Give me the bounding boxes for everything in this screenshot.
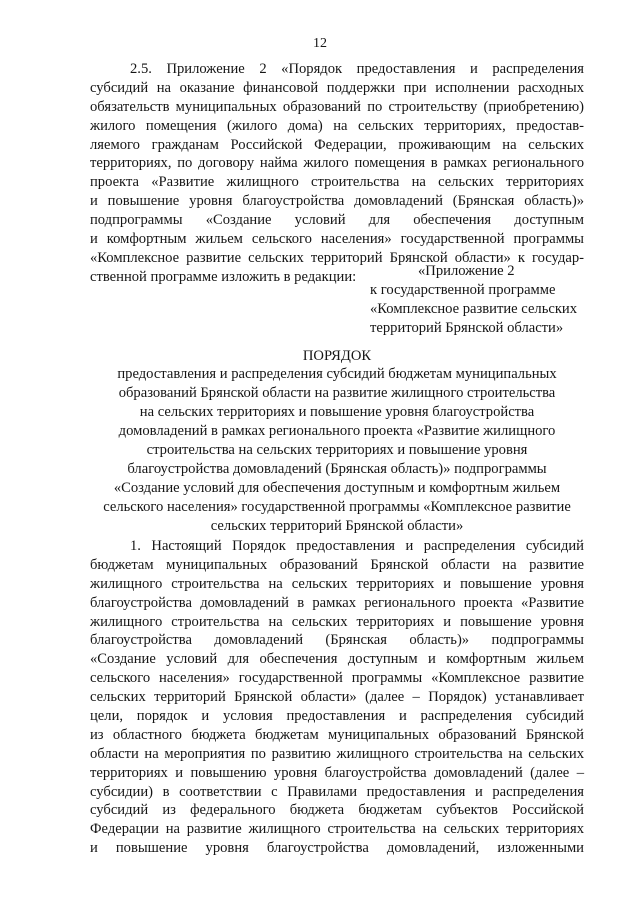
document-subtitle bbox=[90, 365, 584, 536]
text-line: сельского населения» государственной программы «Комплексное развитие bbox=[90, 670, 584, 687]
text-line: субсидий на оказание финансовой поддержки при исполнении расходных bbox=[90, 79, 584, 96]
text-line: ляемого гражданам Российской Федерации, проживающим на сельских bbox=[90, 136, 584, 153]
text-line: обязательств муниципальных образований по строительству (приобретению) bbox=[90, 98, 584, 115]
text-line: территориях и повышению уровня благоустройства домовладений (далее – bbox=[90, 764, 584, 781]
text-line: и повышение уровня благоустройства домовладений, изложенными bbox=[90, 840, 584, 857]
text-line: цели, порядок и условия предоставления и распределения субсидий bbox=[90, 708, 584, 725]
text-line: субсидий из федерального бюджета бюджетам субъектов Российской bbox=[90, 802, 584, 819]
text-line: жилищного строительства на сельских территориях и повышение уровня bbox=[90, 613, 584, 630]
text-line: и комфортным жильем сельского населения» государственной программы bbox=[90, 231, 584, 248]
appendix-header-line: «Комплексное развитие сельских bbox=[370, 301, 578, 317]
subtitle-line: предоставления и распределения субсидий бюджетам муниципальных bbox=[117, 366, 557, 382]
text-line: 2.5. Приложение 2 «Порядок предоставления и распределения bbox=[130, 61, 584, 77]
text-line: Федерации на развитие жилищного строительства на сельских территориях bbox=[90, 821, 584, 838]
text-line: и повышение уровня благоустройства домовладений (Брянская область)» bbox=[90, 193, 584, 210]
appendix-header-line: территорий Брянской области» bbox=[370, 320, 564, 336]
text-line: «Создание условий для обеспечения доступным и комфортным жильем bbox=[90, 651, 584, 668]
subtitle-line: образований Брянской области на развитие жилищного строительства bbox=[118, 385, 556, 401]
text-line: территориях, по договору найма жилого помещения в рамках регионального bbox=[90, 155, 584, 172]
text-line: подпрограммы «Создание условий для обеспечения доступным bbox=[90, 212, 584, 229]
text-line: из областного бюджета бюджетам муниципальных образований Брянской bbox=[90, 726, 584, 743]
subtitle-line: домовладений в рамках регионального проекта «Развитие жилищного bbox=[118, 423, 556, 439]
subtitle-line: сельского населения» государственной программы «Комплексное развитие bbox=[103, 499, 571, 515]
text-line: проекта «Развитие жилищного строительства на сельских территориях bbox=[90, 174, 584, 191]
appendix-header-line: к государственной программе bbox=[370, 282, 556, 298]
text-line: бюджетам муниципальных образований Брянской области на развитие bbox=[90, 556, 584, 573]
appendix-header-line: «Приложение 2 bbox=[418, 263, 515, 279]
subtitle-line: строительства на сельских территориях и повышение уровня bbox=[146, 442, 528, 458]
appendix-header bbox=[370, 262, 610, 338]
subtitle-line: на сельских территориях и повышение уровня благоустройства bbox=[139, 404, 535, 420]
text-line: жилищного строительства на сельских территориях и повышение уровня bbox=[90, 575, 584, 592]
section-2-5-paragraph bbox=[90, 60, 584, 287]
text-line: субсидии) в соответствии с Правилами предоставления и распределения bbox=[90, 783, 584, 800]
clause-1-paragraph bbox=[90, 537, 584, 858]
text-line: ственной программе изложить в редакции: bbox=[90, 268, 357, 285]
document-title: ПОРЯДОК bbox=[302, 348, 372, 364]
subtitle-line: сельских территорий Брянской области» bbox=[210, 518, 464, 534]
subtitle-line: благоустройства домовладений (Брянская область)» подпрограммы bbox=[127, 461, 547, 477]
page-number: 12 bbox=[313, 36, 327, 51]
text-line: жилого помещения (жилого дома) на сельских территориях, предостав- bbox=[90, 117, 584, 134]
text-line: «Комплексное развитие сельских территорий Брянской области» к государ- bbox=[90, 249, 584, 266]
text-line: сельских территорий Брянской области» (далее – Порядок) устанавливает bbox=[90, 689, 584, 706]
text-line: области на мероприятия по развитию жилищного строительства на сельских bbox=[90, 745, 584, 762]
subtitle-line: «Создание условий для обеспечения доступным и комфортным жильем bbox=[113, 480, 561, 496]
text-line: благоустройства домовладений (Брянская область)» подпрограммы bbox=[90, 632, 584, 649]
text-line: 1. Настоящий Порядок предоставления и распределения субсидий bbox=[130, 538, 584, 554]
text-line: благоустройства домовладений в рамках регионального проекта «Развитие bbox=[90, 594, 584, 611]
